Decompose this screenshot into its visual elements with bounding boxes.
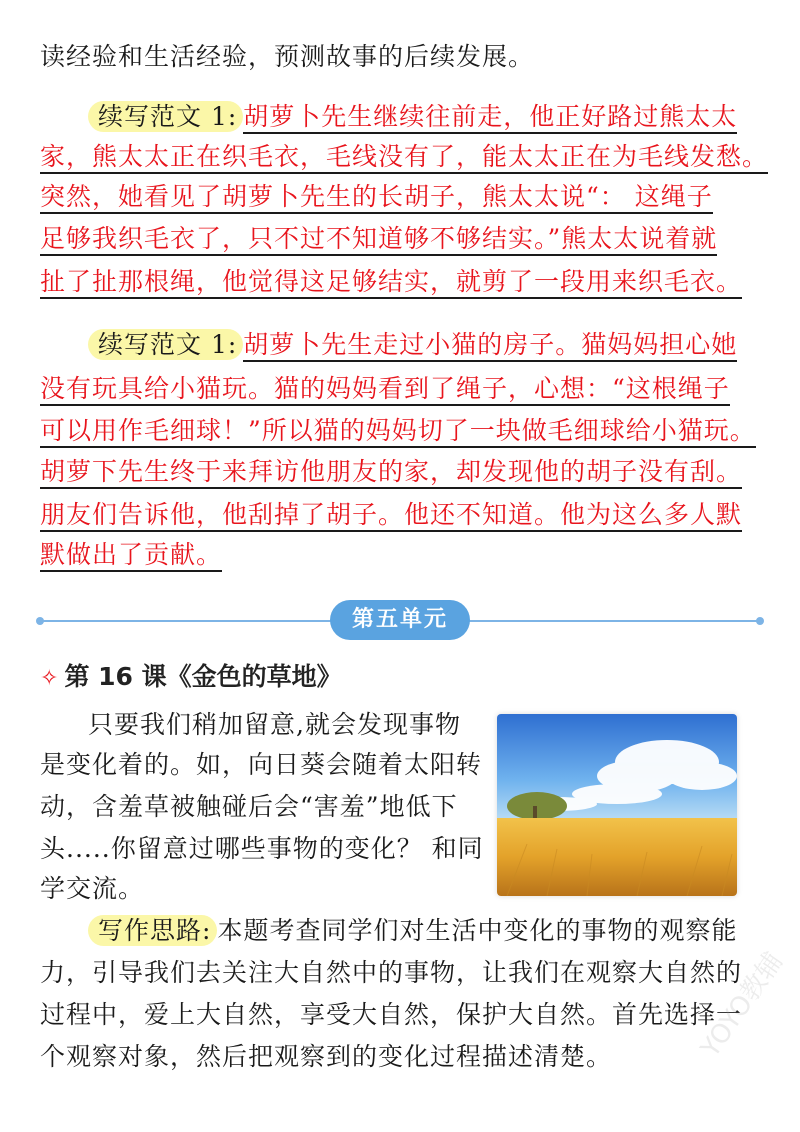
sample1-label: 续写范文 1:	[88, 101, 243, 132]
unit-badge: 第五单元	[330, 600, 470, 640]
thinking-line-3: 个观察对象，然后把观察到的变化过程描述清楚。	[40, 1042, 613, 1071]
sample2-label: 续写范文 1:	[88, 329, 243, 360]
four-point-star-icon: ✧	[40, 666, 59, 691]
sample2-line-row-1	[40, 372, 730, 406]
sample2-line-0: 胡萝卜先生走过小猫的房子。猫妈妈担心她	[243, 330, 737, 362]
thinking-label: 写作思路:	[88, 915, 217, 946]
sample1-line-row-2	[40, 180, 713, 214]
thinking-line-1: 力，引导我们去关注大自然中的事物，让我们在观察大自然的	[40, 958, 743, 987]
sample1-line-2: 突然，她看见了胡萝卜先生的长胡子，熊太太说“： 这绳子	[40, 182, 713, 214]
sample1-first-line	[88, 100, 737, 134]
lesson-heading	[40, 660, 342, 696]
sample2-line-2: 可以用作毛细球！”所以猫的妈妈切了一块做毛细球给小猫玩。	[40, 416, 756, 448]
thinking-first-line	[88, 914, 737, 948]
sample2-line-row-2	[40, 414, 756, 448]
sample1-line-row-4	[40, 265, 742, 299]
intro-tail-text: 读经验和生活经验，预测故事的后续发展。	[40, 42, 535, 71]
sample2-line-3: 胡萝下先生终于来拜访他朋友的家，却发现他的胡子没有刮。	[40, 457, 742, 489]
prompt-line-0: 只要我们稍加留意,就会发现事物	[88, 710, 461, 739]
sample1-line-4: 扯了扯那根绳，他觉得这足够结实，就剪了一段用来织毛衣。	[40, 267, 742, 299]
sample2-line-row-5	[40, 538, 222, 572]
sample2-line-row-4	[40, 498, 742, 532]
prompt-line-2: 动，含羞草被触碰后会“害羞”地低下	[40, 792, 458, 821]
divider-right-dot	[756, 617, 764, 625]
sample2-line-5: 默做出了贡献。	[40, 540, 222, 572]
prompt-line-4: 学交流。	[40, 874, 145, 903]
prompt-line-3: 头.....你留意过哪些事物的变化？ 和同	[40, 834, 484, 863]
sample1-line-row-1	[40, 140, 768, 174]
sample1-line-1: 家，熊太太正在织毛衣，毛线没有了，能太太正在为毛线发愁。	[40, 142, 768, 174]
sample2-first-line	[88, 328, 737, 362]
sample2-line-row-3	[40, 455, 742, 489]
sample2-line-4: 朋友们告诉他，他刮掉了胡子。他还不知道。他为这么多人默	[40, 500, 742, 532]
sample1-line-row-3	[40, 222, 717, 256]
sample1-line-0: 胡萝卜先生继续往前走，他正好路过熊太太	[243, 102, 737, 134]
prompt-line-1: 是变化着的。如，向日葵会随着太阳转	[40, 750, 483, 779]
sample2-line-1: 没有玩具给小猫玩。猫的妈妈看到了绳子，心想：“这根绳子	[40, 374, 730, 406]
lesson-title: 第 16 课《金色的草地》	[64, 662, 342, 691]
thinking-line-2: 过程中，爱上大自然，享受大自然，保护大自然。首先选择一	[40, 1000, 743, 1029]
sample1-line-3: 足够我织毛衣了，只不过不知道够不够结实。”熊太太说着就	[40, 224, 717, 256]
thinking-line-0: 本题考查同学们对生活中变化的事物的观察能	[217, 916, 738, 945]
golden-meadow-illustration	[497, 714, 737, 896]
watermark: YOYO教辅	[695, 947, 790, 1063]
